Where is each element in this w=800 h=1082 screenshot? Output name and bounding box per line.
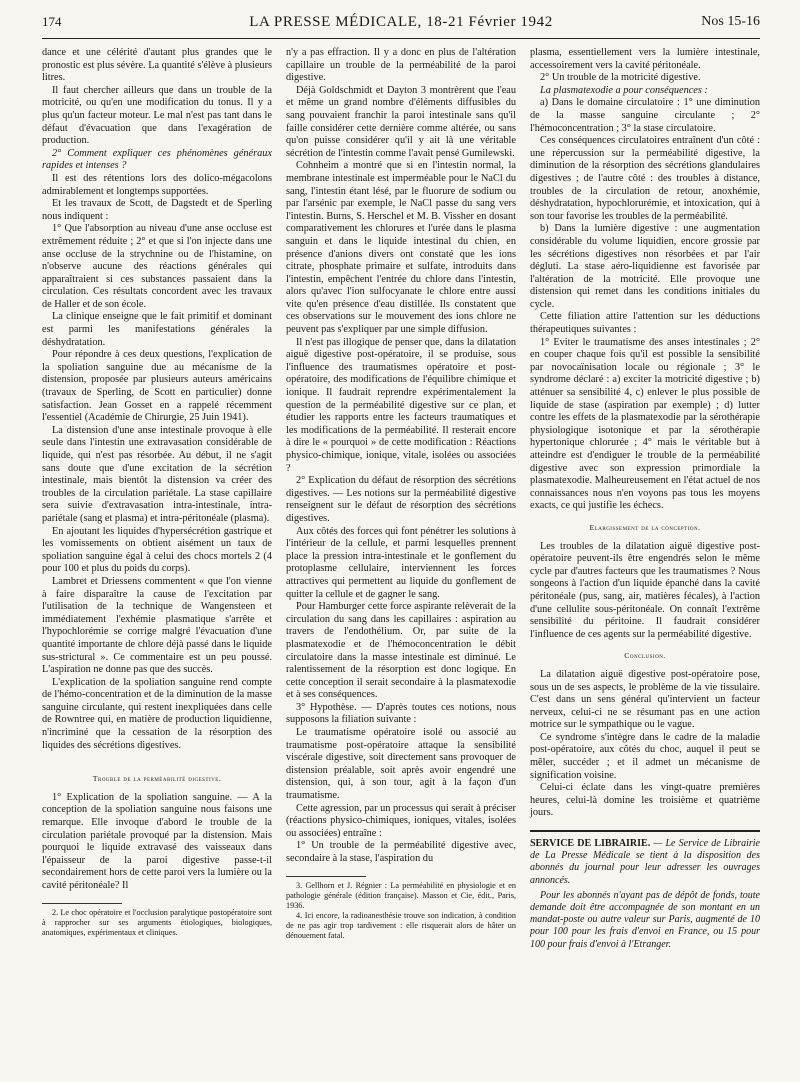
page-number: 174 [42, 14, 62, 29]
footnote: 4. Ici encore, la radioanesthésie trouve son indication, à condition de ne pas agir trop tardivement : elle risquerait alors de hâter un dénouement fatal. [286, 910, 516, 940]
paragraph: 1° Explication de la spoliation sanguine. — A la conception de la spoliation sanguine nous faisons une remarque. Elle invoque d'abord le trouble de la circulation pariétale provoqué par la distension. Mais pourquoi le liquide extravasé des vaisseaux dans l'épaisseur de la paroi digestive passe-t-il secondairement hors de cette paroi vers la lumière ou la cavité péritonéale? Il [42, 791, 272, 891]
paragraph: L'explication de la spoliation sanguine rend compte de l'hémo-concentration et de la diminution de la masse sanguine circulante, qui restent inexpliquées dans celle de Rowntree qui, en matière de production liquidienne, n'incriminé que la cessation de la résorption des liquides des sécrétions digestives. [42, 676, 272, 751]
paragraph: La dilatation aiguë digestive post-opératoire pose, sous un de ses aspects, le problème de la vie tissulaire. C'est dans un sens général qu'intervient un facteur nerveux, celui-ci ne se résumant pas en une action motrice sur le sympathique ou le vague. [530, 668, 760, 731]
paragraph: La plasmatexodie a pour conséquences : [540, 84, 708, 96]
section-title: Trouble de la perméabilité digestive. [92, 774, 222, 784]
columns [42, 47, 760, 954]
paragraph: La distension d'une anse intestinale provoque à elle seule dans l'intestin une extravasation considérable de liquide, qui n'est pas résorbée. Au début, il ne s'agit sans doute que d'une excitation de la sécrétion intestinale, mais bientôt la distension va créer des troubles de la circulation pariétale. La stase capillaire sera suivie d'extravasation intra-intestinale, intra-pariétale (sang et plasma) et intra-péritonéale (plasma). [42, 424, 272, 524]
footnote: 2. Le choc opératoire et l'occlusion paralytique postopératoire sont à rapprocher sur ses arguments étiologiques, biologiques, anatomiques, expérimentaux et cliniques. [42, 907, 272, 937]
paragraph: b) Dans la lumière digestive : une augmentation considérable du volume liquidien, encore grossie par les sécrétions digestives non résorbées et par l'air dégluti. La stase aéro-liquidienne est favorisée par l'altération de la motricité. Elle provoque une distension qui remet dans les conditions initiales du cycle. [530, 223, 760, 310]
paragraph: 2° Comment expliquer ces phénomènes généraux rapides et intenses ? [42, 147, 272, 172]
paragraph: Les troubles de la dilatation aiguë digestive post-opératoire peuvent-ils être engendrés selon le même cycle par d'autres facteurs que les traumatismes ? Nous songeons à l'action d'un liquide épanché dans la cavité péritonéale (pus, sang, air, matières fécales), à l'action d'une cellulite sous-péritonéale. On connaît l'extrême sensibilité du péritoine. Il faudrait considérer l'influence de ces agents sur la perméabilité digestive. [530, 540, 760, 640]
paragraph: n'y a pas effraction. Il y a donc en plus de l'altération capillaire un trouble de la perméabilité de la paroi digestive. [286, 47, 516, 84]
issue-number: Nos 15-16 [701, 14, 760, 29]
column-2 [286, 47, 516, 954]
section-title: Elargissement de la conception. [589, 522, 701, 532]
paragraph: Celui-ci éclate dans les vingt-quatre premières heures, celui-là domine les troisième et quatrième jours. [530, 782, 760, 819]
paragraph: Pour Hamburger cette force aspirante relèverait de la circulation du sang dans les capillaires : aspiration au travers de l'endothélium. Or, par suite de la plasmatexodie et de l'hémoconcentration le débit circulatoire dans la masse intestinale est diminué. Le ralentissement de la résorption est donc logique. En cette conception il serait secondaire à la plasmatexodie et à ses conséquences. [286, 601, 516, 701]
paragraph: Cette filiation attire l'attention sur les déductions thérapeutiques suivantes : [530, 311, 760, 336]
footnote: 3. Gellhorn et J. Régnier : La perméabilité en physiologie et en pathologie générale (édition française). Masson et Cie, édit., Paris, 1936. [286, 880, 516, 910]
paragraph: 1° Eviter le traumatisme des anses intestinales ; 2° en couper chaque fois qu'il est possible la sensibilité par novocaïnisation locale ou régionale ; 3° le syndrome déclaré : a) exciter la motricité digestive ; b) atténuer sa sensibilité 4, c) enlever le plus possible de liquide de stase (aspiration par exemple) ; d) lutter contre les effets de la plasmatexodie par la sérothérapie physiologique isotonique et par la sérothérapie hypertonique chlorurée ; 4° mais le véritable but à atteindre est d'endiguer le trouble de la perméabilité digestive avec son expression primordiale la plasmatexodie. Malheureusement en l'état actuel de nos connaissances nous n'en voyons pas tous les moyens exacts, ce qui justifie les échecs. [530, 336, 760, 512]
paragraph: 1° Que l'absorption au niveau d'une anse occluse est extrêmement réduite ; 2° et que si l'on injecte dans une anse occluse de la strychnine ou de l'histamine, on n'observe aucune des réactions générales qui apparaîtraient si ces substances passaient dans la circulation. Ces résultats concordent avec les travaux de Haller et de son école. [42, 223, 272, 310]
column-3 [530, 47, 760, 954]
service-text-2: Pour les abonnés n'ayant pas de dépôt de fonds, toute demande doit être accompagnée de son montant en un mandat-poste ou autre valeur sur Paris, augmenté de 10 pour 100 pour les frais d'envoi en France, ou 15 pour 100 pour frais d'envoi à l'Etranger. [530, 889, 760, 950]
paragraph: plasma, essentiellement vers la lumière intestinale, accessoirement vers la cavité péritonéale. [530, 47, 760, 71]
section-title: Conclusion. [624, 651, 666, 661]
paragraph: Lambret et Driessens commentent « que l'on vienne à faire disparaître la cause de l'excitation par l'utilisation de la technique de Wangensteen et immédiatement l'exhémie plasmatique s'arrête et l'hypochlorémie se corrige malgré l'évacuation d'une quantité importante de chlore déjà passé dans le liquide sus-strictural ». Ce commentaire est un peu poussé. L'aspiration ne donne pas que des succès. [42, 575, 272, 676]
paragraph: Ces conséquences circulatoires entraînent d'un côté : une répercussion sur la perméabilité digestive, la diminution de la résorption des sécrétions glandulaires digestives ; de l'autre côté : des troubles à distance, troubles de la circulation de retour, anoxhémie, déshydratation, hypochlorurémie, et intoxication, qui à son tour favorise les troubles de la perméabilité. [530, 135, 760, 222]
paragraph: 3° Hypothèse. — D'après toutes ces notions, nous supposons la filiation suivante : [286, 701, 516, 726]
page-header [42, 14, 760, 39]
column-1 [42, 47, 272, 954]
paragraph: Ce syndrome s'intègre dans le cadre de la maladie post-opératoire, aux côtés du choc, auquel il peut se mêler, succéder ; et il admet un mécanisme de signification voisine. [530, 731, 760, 781]
paragraph: 1° Un trouble de la perméabilité digestive avec, secondaire à la stase, l'aspiration du [286, 840, 516, 864]
paragraph: Il faut chercher ailleurs que dans un trouble de la motricité, ou qu'en une modification du tonus. Il y a plus qu'un facteur moteur. Le mal n'est pas tant dans le défaut d'évacuation que dans l'exagération de production. [42, 84, 272, 147]
service-lead: SERVICE DE LIBRAIRIE. [530, 838, 651, 850]
paragraph: Le traumatisme opératoire isolé ou associé au traumatisme post-opératoire attaque la sensibilité viscérale digestive, soit directement sans provoquer de distension préalable, soit après avoir engendré une distension, qui, à son tour, agit à la façon d'un traumatisme. [286, 727, 516, 802]
footnote-rule [42, 903, 122, 904]
paragraph: La clinique enseigne que le fait primitif et dominant est parmi les manifestations générales la déshydratation. [42, 311, 272, 348]
paragraph: 2° Explication du défaut de résorption des sécrétions digestives. — Les notions sur la perméabilité digestive renseignent sur le défaut de résorption des sécrétions digestives. [286, 475, 516, 524]
paragraph: Et les travaux de Scott, de Dagstedt et de Sperling nous indiquent : [42, 198, 272, 222]
paragraph: a) Dans le domaine circulatoire : 1° une diminution de la masse sanguine circulante ; 2° l'hémoconcentration ; 3° la stase circulatoire. [530, 97, 760, 134]
service-text: — Le Service de Librairie de La Presse Médicale se tient à la disposition des abonnés du journal pour leur adresser les ouvrages annoncés. [530, 838, 760, 886]
journal-title: LA PRESSE MÉDICALE, 18-21 Février 1942 [249, 14, 553, 30]
paragraph: 2° Un trouble de la motricité digestive. [540, 72, 701, 84]
paragraph: Déjà Goldschmidt et Dayton 3 montrèrent que l'eau et même un grand nombre d'éléments diffusibles du sang pouvaient franchir la paroi intestinale sans qu'il faille considérer cette dernière comme altérée, ou sans qu'on puisse considérer qu'il y ait là une véritable sécrétion de l'intestin comme l'avait pensé Gumilewski. [286, 84, 516, 159]
paragraph: En ajoutant les liquides d'hypersécrétion gastrique et les vomissements on obtient aisément un taux de spoliation sanguine égal à celui des chocs mortels 2 (4 pour 100 et plus du poids du corps). [42, 525, 272, 575]
paragraph: Pour répondre à ces deux questions, l'explication de la spoliation sanguine due au mécanisme de la distension, proposée par plusieurs auteurs américains (travaux de Sperling, de Scott en particulier) donne satisfaction. Jean Gosset en a rappelé récemment l'essentiel (Académie de Chirurgie, 25 Juin 1941). [42, 349, 272, 424]
paragraph: Aux côtés des forces qui font pénétrer les solutions à l'intérieur de la cellule, et parmi lesquelles prennent place la pression intra-intestinale et le gonflement du protoplasme cellulaire, interviennent les forces attractives qui permettent au liquide du gonflement de quitter la cellule et de gagner le sang. [286, 525, 516, 600]
paragraph: Il n'est pas illogique de penser que, dans la dilatation aiguë digestive post-opératoire, il se produise, sous l'influence des traumatismes opératoire et post-opératoire, des modifications de l'équilibre chimique et ionique. Il faudrait reprendre expérimentalement la question de la perméabilité digestive sur ce plan, et étudier les rapports entre les facteurs traumatiques et les modifications de la perméabilité. Il resterait encore à dire le « pourquoi » de cette modification : Réactions physico-chimique, ionique, vitale, isolées ou associées ? [286, 336, 516, 474]
paragraph: Cohnheim a montré que si en l'intestin normal, la membrane intestinale est imperméable pour le NaCl du sang, l'intestin étant lésé, par le fluorure de sodium ou par l'arsénic par exemple, le NaCl passe du sang vers l'intestin. Burns, S. Herschel et M. B. Vissher en dosant comparativement les chlorures et l'urée dans le plasma sanguin et dans le liquide intestinal du chien, en présence d'anions divers ont constaté que les ions citrate, phosphate primaire et sulfate, introduits dans l'intestin, empêchent l'entrée du chlore dans l'intestin, alors qu'avec l'ion sulfocyanate le chlore entre aussi vite qu'en présence d'eau distillée. Ils constatent que ces observations sur le mouvement des ions chlore ne peuvent pas s'expliquer par une simple diffusion. [286, 160, 516, 336]
paragraph: dance et une célérité d'autant plus grandes que le pronostic est plus sévère. La quantité s'élève à plusieurs litres. [42, 47, 272, 84]
footnote-rule [286, 876, 366, 877]
library-service-notice [530, 830, 760, 951]
paragraph: Cette agression, par un processus qui serait à préciser (réactions physico-chimiques, ioniques, vitales, isolées ou associées) entraîne : [286, 802, 516, 839]
paragraph: Il est des rétentions lors des dolico-mégacolons admirablement et longtemps supportées. [42, 172, 272, 197]
